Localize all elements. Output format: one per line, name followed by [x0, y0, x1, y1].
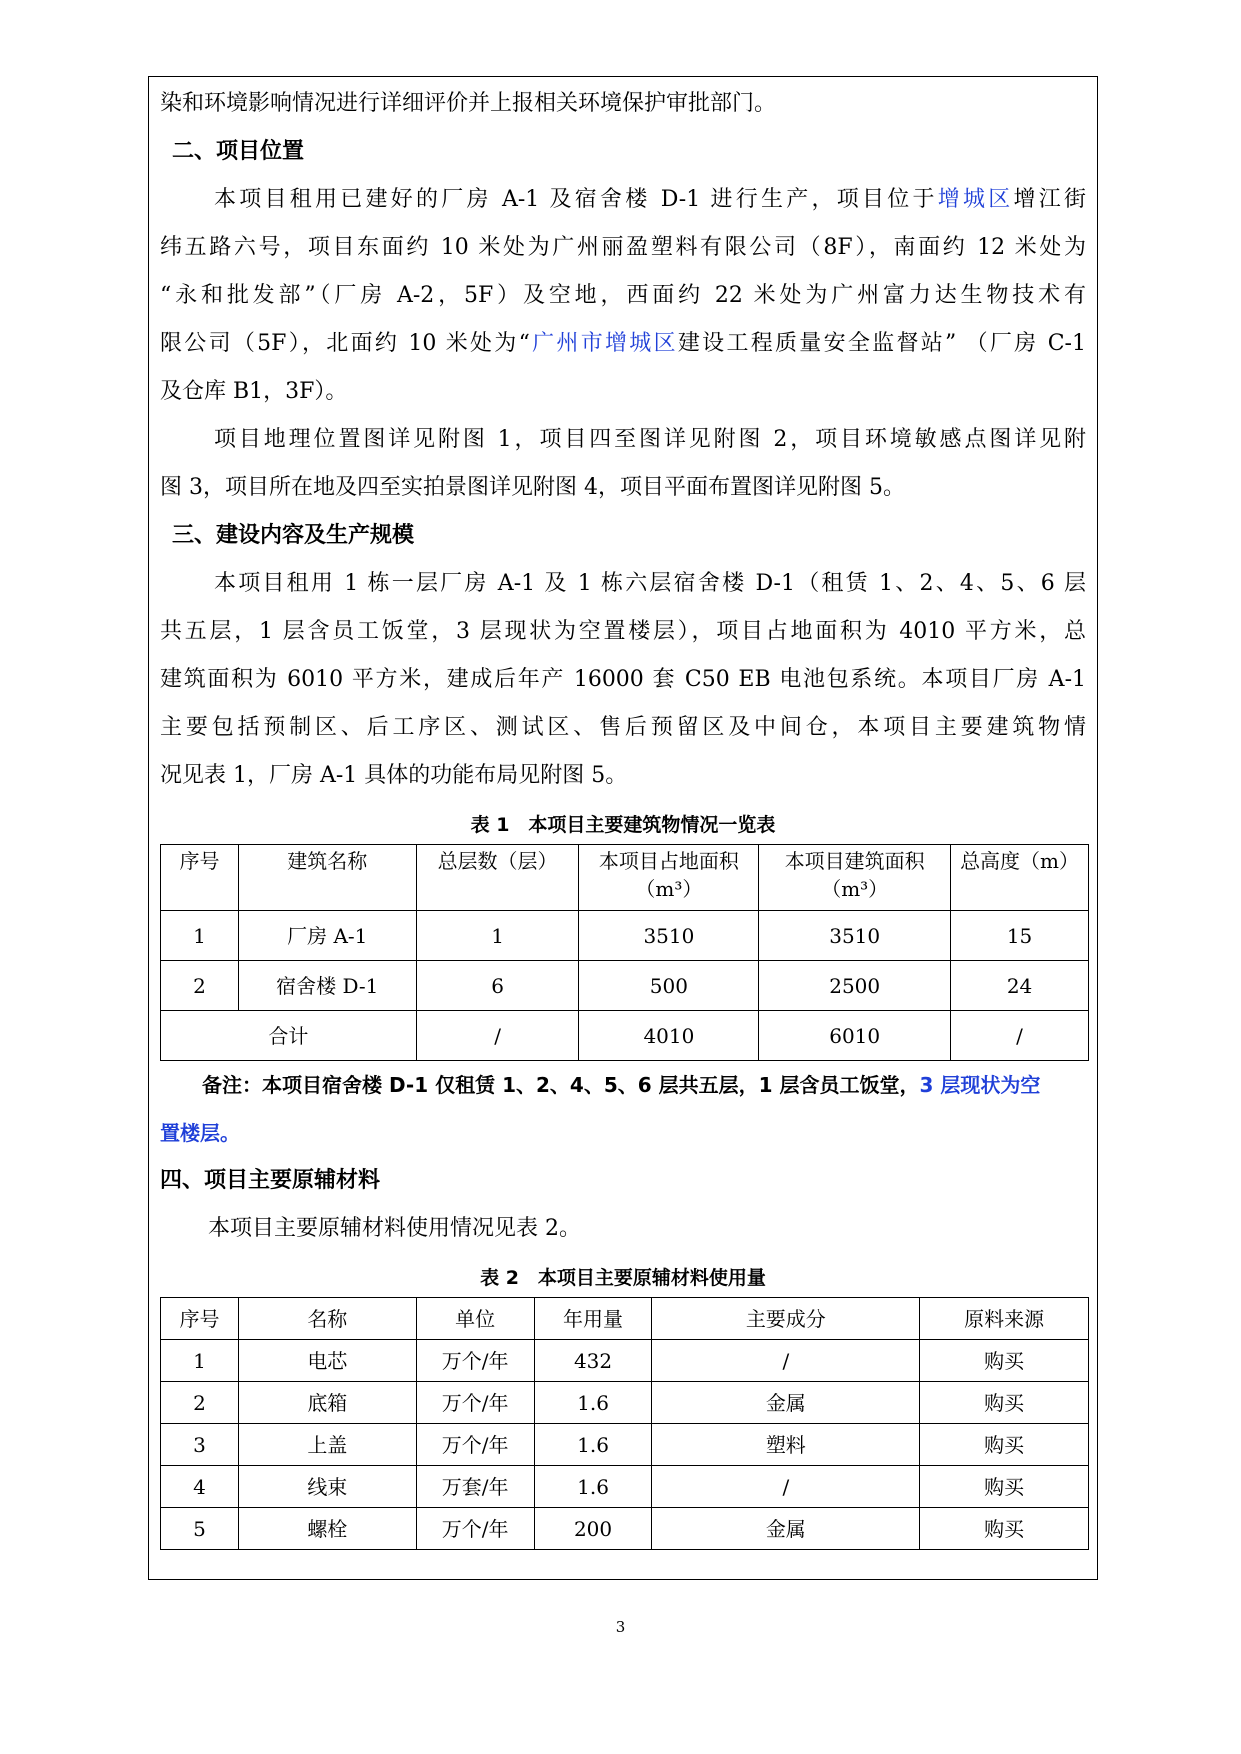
section-4-heading: 四、项目主要原辅材料	[160, 1168, 381, 1193]
table-row	[161, 911, 1089, 961]
table-cell: 万个/年	[416, 1340, 534, 1382]
page-number: 3	[615, 1618, 626, 1636]
text-span: 限公司（5F），北面约 10 米处为“	[160, 331, 530, 356]
table-2-title: 表 2 本项目主要原辅材料使用量	[480, 1267, 766, 1289]
table-cell: 1.6	[534, 1382, 652, 1424]
table-cell: 万个/年	[416, 1424, 534, 1466]
table-cell: 螺栓	[238, 1508, 416, 1550]
table-row	[161, 1424, 1089, 1466]
table-cell: 1	[416, 911, 579, 961]
table-cell: 金属	[652, 1508, 920, 1550]
section-4-paragraph: 本项目主要原辅材料使用情况见表 2。	[208, 1216, 581, 1241]
header-cell: 原料来源	[920, 1298, 1089, 1340]
table-cell: 购买	[920, 1466, 1089, 1508]
header-cell	[759, 845, 951, 911]
table-cell: 合计	[161, 1011, 417, 1061]
table-cell: 底箱	[238, 1382, 416, 1424]
document-body	[160, 80, 1086, 1550]
header-cell: 序号	[161, 845, 239, 911]
text-span: 增江街	[1013, 187, 1086, 212]
table-cell: 上盖	[238, 1424, 416, 1466]
table-cell: 购买	[920, 1424, 1089, 1466]
note-text: 备注：本项目宿舍楼 D-1 仅租赁 1、2、4、5、6 层共五层，1 层含员工饭堂，	[202, 1073, 920, 1097]
table-cell: 3	[161, 1424, 239, 1466]
header-cell: 建筑名称	[238, 845, 416, 911]
table-cell: 1.6	[534, 1466, 652, 1508]
table-cell: 3510	[579, 911, 759, 961]
text-line: 共五层，1 层含员工饭堂，3 层现状为空置楼层），项目占地面积为 4010 平方米，总	[160, 619, 1086, 644]
table-row	[161, 1340, 1089, 1382]
table-cell: 6	[416, 961, 579, 1011]
table-cell: /	[652, 1340, 920, 1382]
text-line: 建筑面积为 6010 平方米，建成后年产 16000 套 C50 EB 电池包系统。本项目厂房 A-1	[160, 667, 1086, 692]
text-line	[160, 320, 1086, 368]
text-line	[160, 176, 1086, 224]
table-total-row	[161, 1011, 1089, 1061]
text-span: 本项目租用已建好的厂房 A-1 及宿舍楼 D-1 进行生产，项目位于	[214, 187, 938, 212]
table-cell: 宿舍楼 D-1	[238, 961, 416, 1011]
table-cell: 500	[579, 961, 759, 1011]
section-3-heading: 三、建设内容及生产规模	[172, 523, 415, 548]
table-cell: 塑料	[652, 1424, 920, 1466]
table-header-row	[161, 1298, 1089, 1340]
table-cell: 4	[161, 1466, 239, 1508]
section-2-paragraph-1	[160, 176, 1086, 416]
table-header-row	[161, 845, 1089, 911]
text-line: “永和批发部”（厂房 A-2，5F）及空地，西面约 22 米处为广州富力达生物技术有	[160, 283, 1086, 308]
table-cell: 432	[534, 1340, 652, 1382]
header-cell: 单位	[416, 1298, 534, 1340]
table-1-title: 表 1 本项目主要建筑物情况一览表	[470, 814, 776, 836]
header-label: 本项目建筑面积	[784, 849, 925, 873]
header-cell: 名称	[238, 1298, 416, 1340]
table-cell: 1.6	[534, 1424, 652, 1466]
table-cell: 购买	[920, 1382, 1089, 1424]
note-line: 置楼层。	[160, 1121, 240, 1145]
table-cell: 3510	[759, 911, 951, 961]
note-line	[160, 1061, 1086, 1109]
text-line: 本项目租用 1 栋一层厂房 A-1 及 1 栋六层宿舍楼 D-1（租赁 1、2、4、5、6 层	[214, 571, 1086, 596]
table-cell: 购买	[920, 1340, 1089, 1382]
table-cell: 15	[951, 911, 1089, 961]
table-cell: 1	[161, 911, 239, 961]
table-cell: 4010	[579, 1011, 759, 1061]
table-cell: 1	[161, 1340, 239, 1382]
intro-line: 染和环境影响情况进行详细评价并上报相关环境保护审批部门。	[160, 91, 777, 116]
section-2-paragraph-2	[160, 416, 1086, 512]
text-span: 建设工程质量安全监督站” （厂房 C-1	[677, 331, 1086, 356]
table-row	[161, 961, 1089, 1011]
table-cell: 购买	[920, 1508, 1089, 1550]
table-cell: 5	[161, 1508, 239, 1550]
table-cell: /	[416, 1011, 579, 1061]
note-highlight: 3 层现状为空	[919, 1073, 1041, 1097]
table-cell: 6010	[759, 1011, 951, 1061]
header-unit: （m³）	[821, 877, 889, 901]
table-cell: 2500	[759, 961, 951, 1011]
header-cell	[579, 845, 759, 911]
table-cell: 200	[534, 1508, 652, 1550]
table-cell: 线束	[238, 1466, 416, 1508]
text-line: 及仓库 B1，3F）。	[160, 379, 348, 404]
text-line: 主要包括预制区、后工序区、测试区、售后预留区及中间仓，本项目主要建筑物情	[160, 715, 1086, 740]
text-line: 纬五路六号，项目东面约 10 米处为广州丽盈塑料有限公司（8F），南面约 12 米处为	[160, 235, 1086, 260]
text-line: 项目地理位置图详见附图 1，项目四至图详见附图 2，项目环境敏感点图详见附	[214, 427, 1086, 452]
text-line: 况见表 1，厂房 A-1 具体的功能布局见附图 5。	[160, 763, 628, 788]
table-cell: 2	[161, 1382, 239, 1424]
table-row	[161, 1382, 1089, 1424]
table-cell: 24	[951, 961, 1089, 1011]
table-cell: 厂房 A-1	[238, 911, 416, 961]
table-cell: 万个/年	[416, 1382, 534, 1424]
table-row	[161, 1508, 1089, 1550]
table-cell: 金属	[652, 1382, 920, 1424]
table-2	[160, 1297, 1089, 1550]
section-3-paragraph-1	[160, 560, 1086, 800]
header-unit: （m³）	[635, 877, 703, 901]
header-cell: 年用量	[534, 1298, 652, 1340]
table-1	[160, 844, 1089, 1061]
table-cell: 万个/年	[416, 1508, 534, 1550]
highlighted-place-name: 增城区	[937, 187, 1014, 212]
section-2-heading: 二、项目位置	[172, 139, 305, 164]
table-row	[161, 1466, 1089, 1508]
header-cell: 总高度（m）	[951, 845, 1089, 911]
header-cell: 序号	[161, 1298, 239, 1340]
header-cell: 主要成分	[652, 1298, 920, 1340]
table-1-note	[160, 1061, 1086, 1157]
table-cell: 万套/年	[416, 1466, 534, 1508]
header-cell: 总层数（层）	[416, 845, 579, 911]
table-cell: /	[652, 1466, 920, 1508]
text-line: 图 3，项目所在地及四至实拍景图详见附图 4，项目平面布置图详见附图 5。	[160, 475, 905, 500]
table-cell: 电芯	[238, 1340, 416, 1382]
table-cell: /	[951, 1011, 1089, 1061]
table-cell: 2	[161, 961, 239, 1011]
header-label: 本项目占地面积	[598, 849, 739, 873]
highlighted-place-name: 广州市增城区	[529, 331, 678, 356]
